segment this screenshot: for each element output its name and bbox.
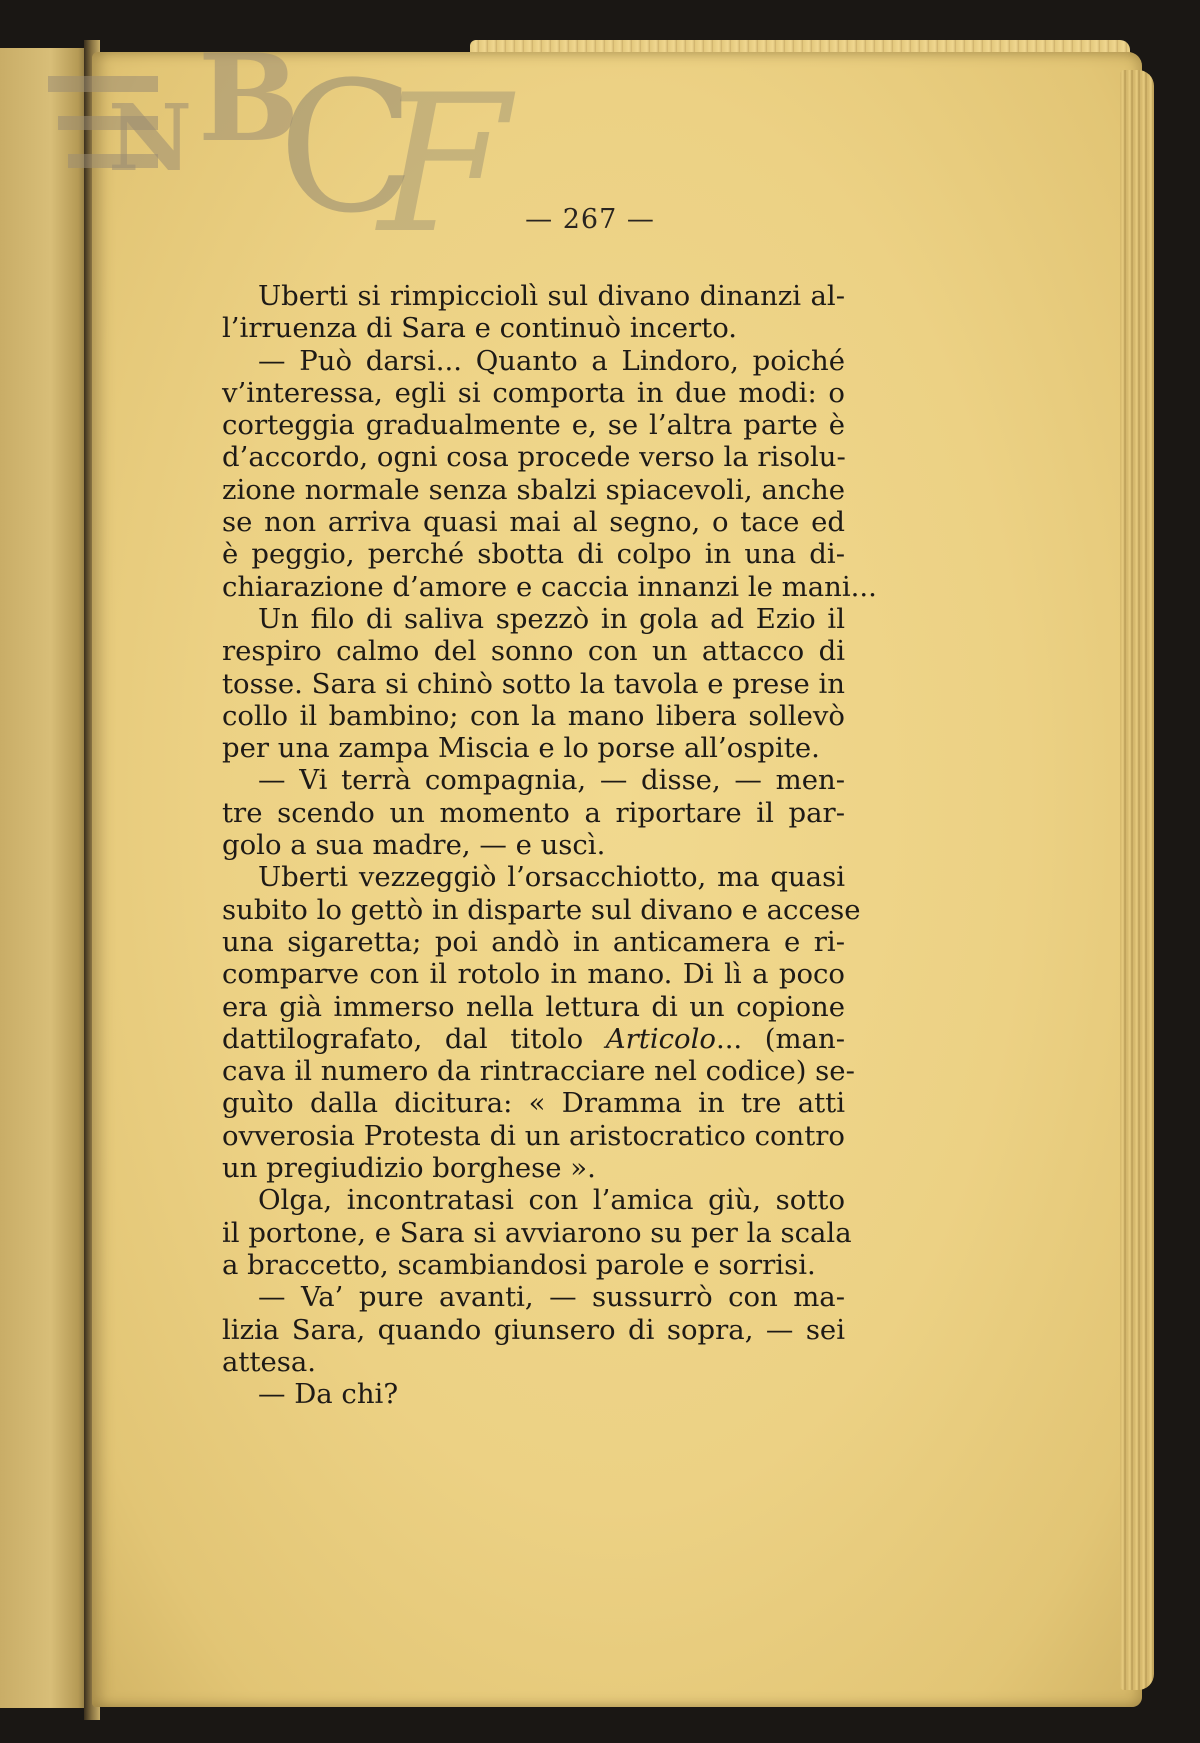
paragraph — [222, 764, 845, 861]
svg-text:F: F — [378, 54, 510, 250]
text-line: golo a sua madre, — e uscì. — [222, 829, 606, 862]
text-line: lizia Sara, quando giunsero di sopra, — sei — [222, 1313, 845, 1346]
text-line: attesa. — [222, 1345, 317, 1378]
paragraph — [222, 603, 845, 764]
svg-text:B: B — [198, 28, 300, 169]
page-number: — 267 — — [525, 204, 655, 235]
text-line: Un filo di saliva spezzò in gola ad Ezio il — [258, 602, 845, 635]
text-line: cava il numero da rintracciare nel codice) se- — [222, 1055, 855, 1088]
left-page-edge — [0, 48, 92, 1708]
text-line: d’accordo, ogni cosa procede verso la risolu- — [222, 441, 846, 474]
text-line: respiro calmo del sonno con un attacco di — [222, 635, 845, 668]
text-line: un pregiudizio borghese ». — [222, 1152, 596, 1185]
paragraph — [222, 344, 877, 603]
text-line: una sigaretta; poi andò in anticamera e ri- — [222, 925, 845, 958]
paragraph — [222, 280, 845, 345]
text-line: — Da chi? — [258, 1378, 399, 1411]
text-line: l’irruenza di Sara e continuò incerto. — [222, 312, 738, 345]
text-line: se non arriva quasi mai al segno, o tace ed — [222, 506, 845, 539]
paragraph — [222, 861, 861, 1185]
text-line: ovverosia Protesta di un aristocratico contro — [222, 1119, 845, 1152]
text-line: zione normale senza sbalzi spiacevoli, anche — [222, 473, 845, 506]
text-line: è peggio, perché sbotta di colpo in una di- — [222, 538, 845, 571]
text-line: — Va’ pure avanti, — sussurrò con ma- — [258, 1281, 845, 1314]
text-line: tre scendo un momento a riportare il par- — [222, 796, 845, 829]
text-line: per una zampa Miscia e lo porse all’ospite. — [222, 732, 820, 765]
paragraph — [222, 1281, 845, 1378]
page-fore-edges — [1120, 70, 1154, 1690]
text-line: Uberti vezzeggiò l’orsacchiotto, ma quasi — [258, 861, 845, 894]
text-line: — Vi terrà compagnia, — disse, — men- — [258, 764, 845, 797]
text-line: — Può darsi... Quanto a Lindoro, poiché — [258, 344, 845, 377]
text-line: Olga, incontratasi con l’amica giù, sotto — [258, 1184, 845, 1217]
svg-text:C: C — [278, 44, 416, 250]
text-line: comparve con il rotolo in mano. Di lì a poco — [222, 958, 845, 991]
text-line: dattilografato, dal titolo Articolo... (man- — [222, 1022, 846, 1055]
text-line: subito lo gettò in disparte sul divano e accese — [222, 893, 861, 926]
text-line: Uberti si rimpicciolì sul divano dinanzi al- — [258, 280, 845, 312]
paragraph — [222, 1378, 845, 1410]
body-text — [222, 280, 877, 1411]
text-line: guìto dalla dicitura: « Dramma in tre atti — [222, 1087, 845, 1120]
text-line: tosse. Sara si chinò sotto la tavola e prese in — [222, 667, 845, 700]
text-line: era già immerso nella lettura di un copione — [222, 990, 845, 1023]
text-line: corteggia gradualmente e, se l’altra parte è — [222, 409, 845, 442]
text-line: il portone, e Sara si avviarono su per la scala — [222, 1216, 852, 1249]
paragraph — [222, 1184, 852, 1281]
text-line: v’interessa, egli si comporta in due modi: o — [222, 376, 845, 409]
text-line: a braccetto, scambiandosi parole e sorrisi. — [222, 1248, 816, 1281]
svg-text:N: N — [108, 84, 193, 192]
text-line: chiarazione d’amore e caccia innanzi le mani... — [222, 570, 877, 603]
text-line: collo il bambino; con la mano libera sollevò — [222, 699, 845, 732]
